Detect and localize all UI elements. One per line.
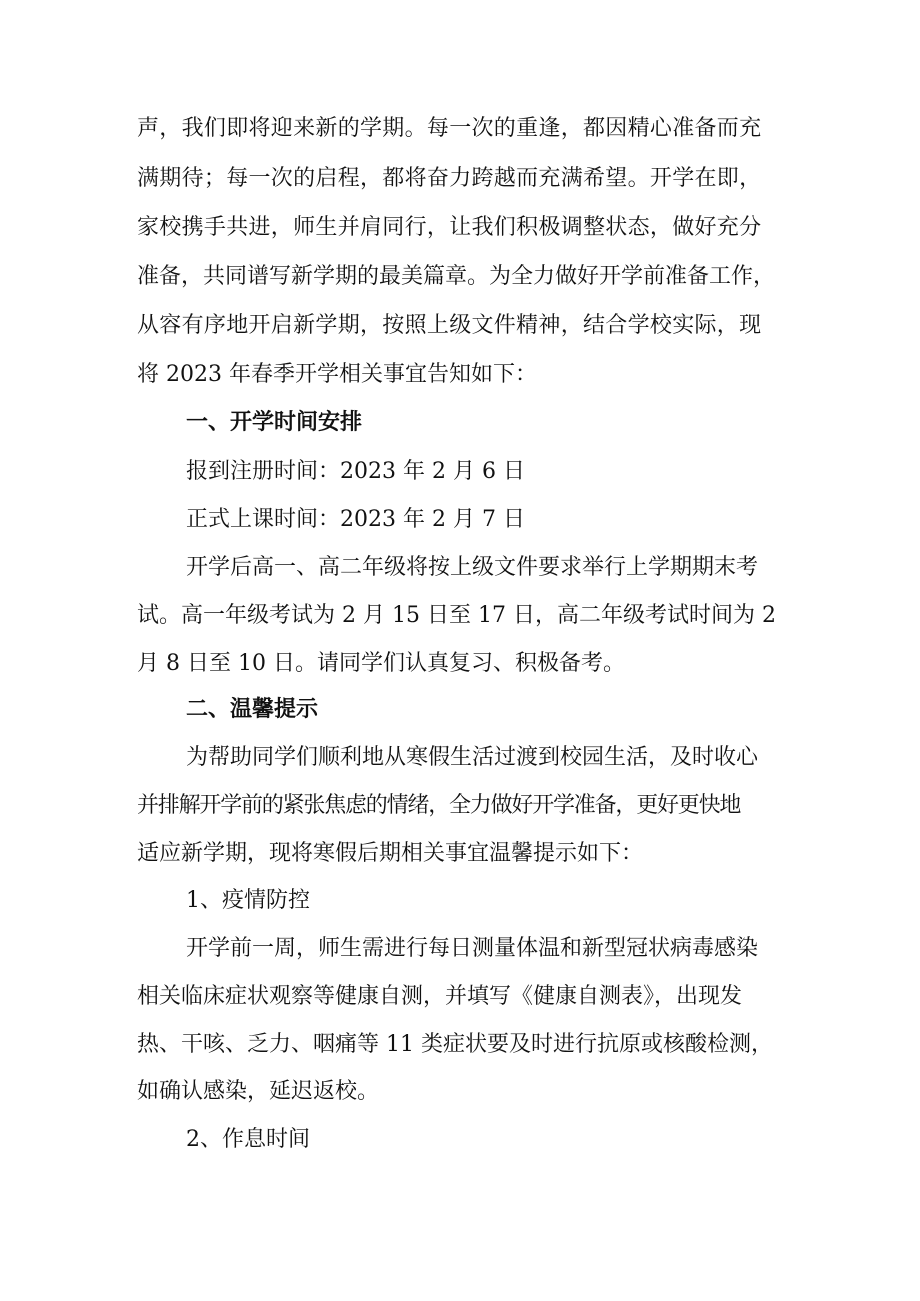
- body-text-line: 开学前一周，师生需进行每日测量体温和新型冠状病毒感染: [186, 936, 759, 961]
- body-text-line: 试。高一年级考试为 2 月 15 日至 17 日，高二年级考试时间为 2: [137, 603, 776, 628]
- body-text-line: 家校携手共进，师生并肩同行，让我们积极调整状态，做好充分: [137, 215, 762, 240]
- body-text-line: 适应新学期，现将寒假后期相关事宜温馨提示如下：: [137, 841, 644, 866]
- body-text-line: 声，我们即将迎来新的学期。每一次的重逢，都因精心准备而充: [137, 116, 762, 141]
- body-text-line: 开学后高一、高二年级将按上级文件要求举行上学期期末考: [186, 555, 759, 580]
- body-text-line: 从容有序地开启新学期，按照上级文件精神，结合学校实际，现: [137, 313, 762, 338]
- body-text-line: 热、干咳、乏力、咽痛等 11 类症状要及时进行抗原或核酸检测，: [137, 1032, 773, 1057]
- body-text-line: 将 2023 年春季开学相关事宜告知如下：: [137, 362, 537, 387]
- body-text-line: 正式上课时间：2023 年 2 月 7 日: [186, 507, 525, 532]
- body-text-line: 并排解开学前的紧张焦虑的情绪，全力做好开学准备，更好更快地: [137, 793, 741, 818]
- body-text-line: 为帮助同学们顺利地从寒假生活过渡到校园生活，及时收心: [186, 745, 759, 770]
- body-text-line: 报到注册时间：2023 年 2 月 6 日: [186, 459, 525, 484]
- body-text-line: 如确认感染，延迟返校。: [137, 1079, 380, 1104]
- subsection-heading: 1、疫情防控: [186, 888, 310, 913]
- body-text-line: 相关临床症状观察等健康自测，并填写《健康自测表》，出现发: [137, 984, 743, 1009]
- section-heading: 一、开学时间安排: [186, 410, 363, 435]
- body-text-line: 月 8 日至 10 日。请同学们认真复习、积极备考。: [137, 651, 625, 676]
- body-text-line: 满期待；每一次的启程，都将奋力跨越而充满希望。开学在即，: [137, 166, 762, 191]
- body-text-line: 准备，共同谱写新学期的最美篇章。为全力做好开学前准备工作，: [137, 264, 776, 289]
- subsection-heading: 2、作息时间: [186, 1127, 310, 1152]
- section-heading: 二、温馨提示: [186, 697, 319, 722]
